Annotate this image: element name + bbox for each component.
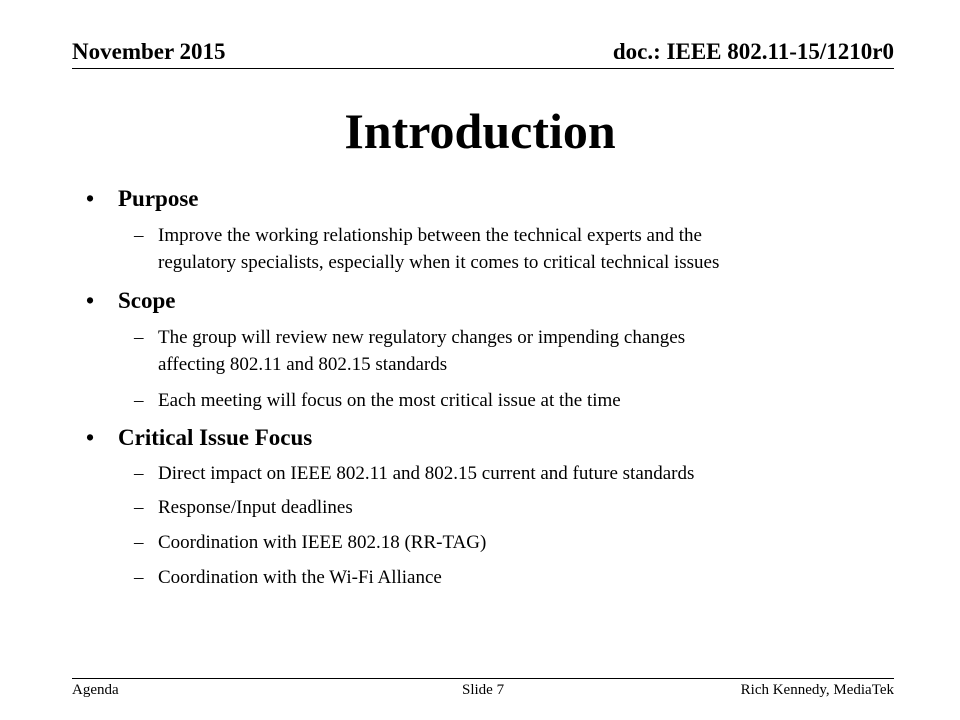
dash-symbol: – [134, 390, 144, 411]
sub-item-line: The group will review new regulatory changes or impending changes [158, 327, 686, 348]
sub-item-line: Improve the working relationship between the technical experts and the [158, 225, 702, 246]
footer-author: Rich Kennedy, MediaTek [740, 682, 894, 698]
sub-item-text [158, 564, 878, 591]
bullet-symbol: • [86, 186, 95, 211]
slide-title: Introduction [344, 103, 616, 159]
dash-symbol: – [134, 225, 144, 246]
sub-item-text [158, 324, 878, 378]
dash-symbol: – [134, 327, 144, 348]
sub-item-line: Response/Input deadlines [158, 497, 353, 518]
bullet-label: Critical Issue Focus [118, 425, 313, 450]
slide-number: Slide 7 [462, 682, 505, 698]
sub-item-line: affecting 802.11 and 802.15 standards [158, 354, 448, 375]
footer-rule [72, 678, 894, 679]
sub-item-line: Direct impact on IEEE 802.11 and 802.15 current and future standards [158, 463, 695, 484]
sub-item-text [158, 529, 878, 556]
sub-item-line: Coordination with the Wi-Fi Alliance [158, 567, 442, 588]
bullet-symbol: • [86, 425, 95, 450]
footer-left: Agenda [72, 682, 119, 698]
bullet-symbol: • [86, 288, 95, 313]
sub-item-text [158, 387, 878, 414]
sub-item-text [158, 494, 878, 521]
header-date: November 2015 [72, 39, 226, 64]
bullet-label: Purpose [118, 186, 199, 211]
sub-item-text [158, 460, 878, 487]
dash-symbol: – [134, 463, 144, 484]
sub-item-line: Each meeting will focus on the most critical issue at the time [158, 390, 621, 411]
sub-item-line: Coordination with IEEE 802.18 (RR-TAG) [158, 532, 487, 553]
sub-item-text [158, 222, 878, 276]
dash-symbol: – [134, 497, 144, 518]
dash-symbol: – [134, 567, 144, 588]
header-doc-id: doc.: IEEE 802.11-15/1210r0 [612, 39, 894, 64]
bullet-label: Scope [118, 288, 176, 313]
sub-item-line: regulatory specialists, especially when it comes to critical technical issues [158, 252, 720, 273]
dash-symbol: – [134, 532, 144, 553]
